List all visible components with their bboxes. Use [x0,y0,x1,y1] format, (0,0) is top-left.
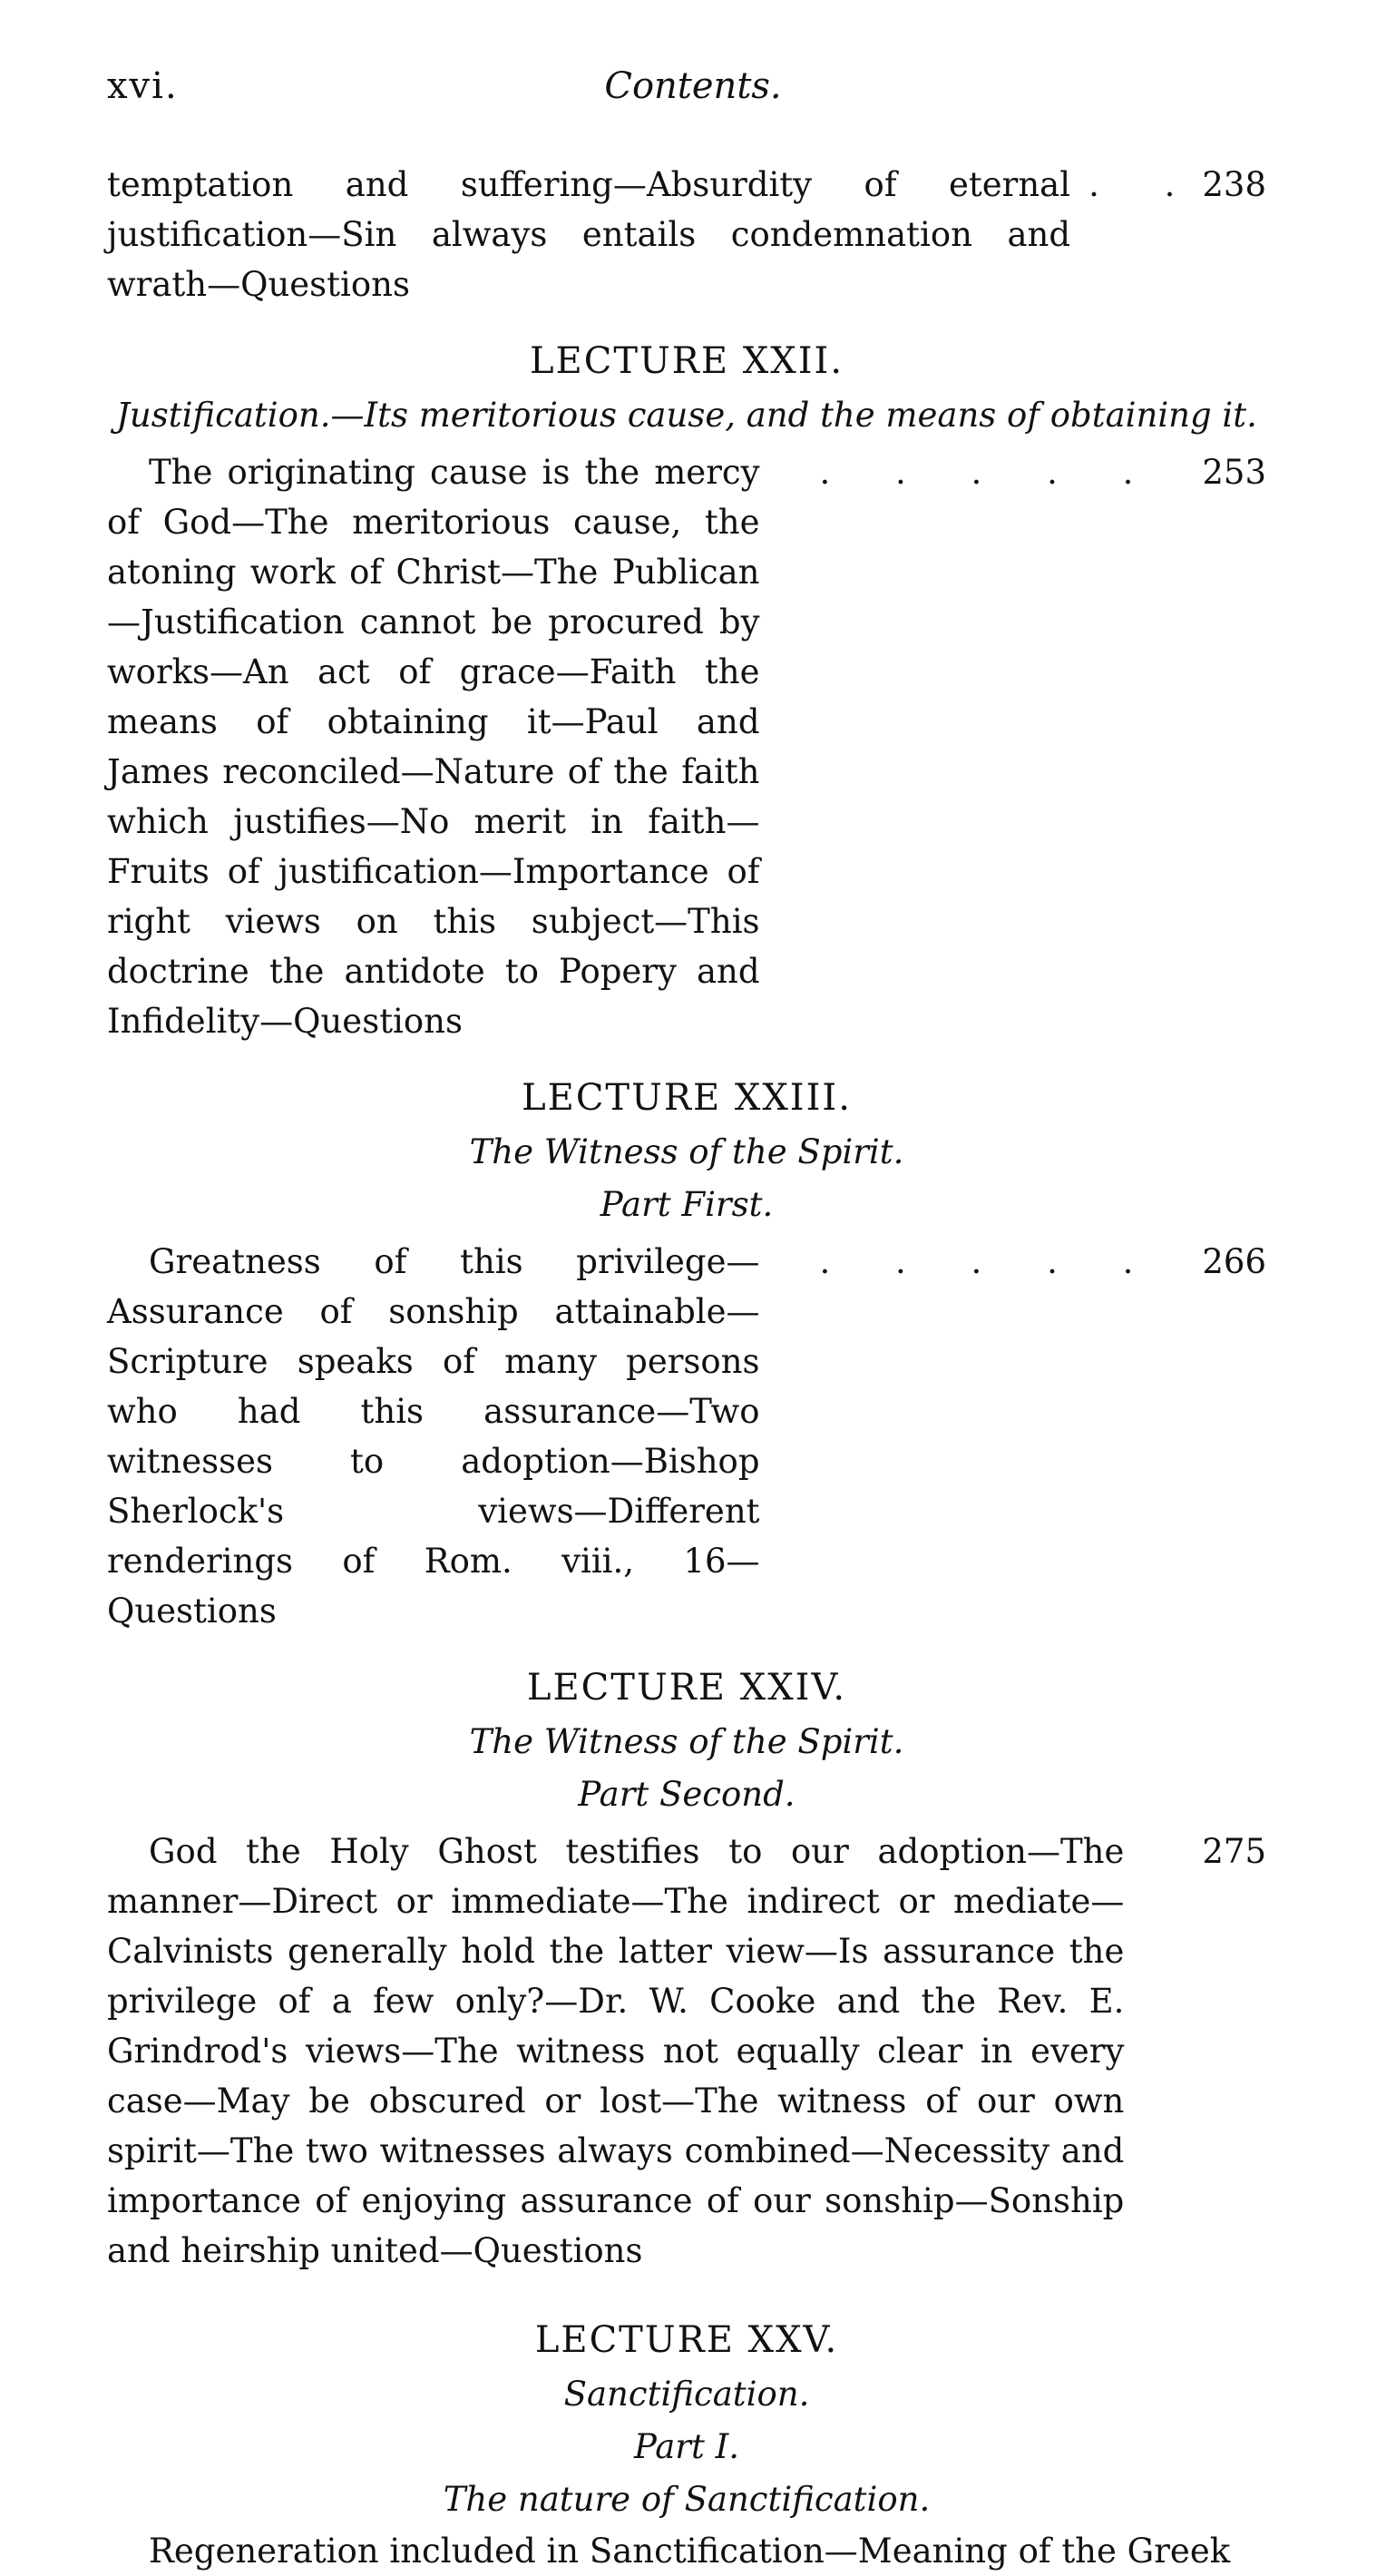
entry-summary: Regeneration included in Sanctification—Meaning of the Greek [149,2532,1231,2571]
entry-page-number: 266 [1202,1242,1266,1281]
toc-entry-continuation [107,160,1266,309]
entry-summary: Greatness of this privilege—Assurance of sonship attainable—Scripture speaks of many persons who had this assurance—Two witnesses to adoption—Bishop Sherlock's views—Different renderings of Rom. viii., 16—Questions [107,1242,760,1631]
lecture-subtitle: The Witness of the Spirit. [469,1722,904,1761]
lecture-part: Part Second. [578,1775,795,1814]
dot-leader: . . [1088,165,1203,204]
lecture-subtitle: Justification.—Its meritorious cause, and the means of obtaining it. [116,396,1257,435]
page-header [0,65,1386,129]
lecture-subtitle: The Witness of the Spirit. [469,1132,904,1171]
entry-summary: God the Holy Ghost testifies to our adoption—The manner—Direct or immediate—The indirect or mediate—Calvinists generally hold the latter view—Is assurance the privilege of a few only?—Dr. W. Cooke and the Rev. E. Grindrod's views—The witness not equally clear in every case—May be obscured or lost—The witness of our own spirit—The two witnesses always combined—Necessity and importance of enjoying assurance of our sonship—Sonship and heirship united—Questions [107,1832,1125,2270]
lecture-subtitle: Sanctification. [563,2375,810,2414]
toc-entry [107,1237,1266,1636]
entry-page-number: 275 [1202,1832,1266,1871]
toc-entry [107,447,1266,1046]
page-number: xvi. [107,65,179,107]
entry-page-number: 238 [1202,165,1266,204]
lecture-heading: LECTURE XXIV. [526,1667,847,1709]
lecture-heading: LECTURE XXIII. [522,1077,852,1119]
lecture-part: Part First. [600,1185,774,1224]
dot-leader: . . . . . [819,453,1161,492]
entry-summary: temptation and suffering—Absurdity of eternal justification—Sin always entails condemnation and wrath—Questions [107,165,1071,304]
entry-page-number: 253 [1202,453,1266,492]
lecture-heading: LECTURE XXV. [534,2319,839,2361]
dot-leader: . . . . . [819,1242,1161,1281]
contents-body [107,160,1266,2576]
toc-entry [107,1827,1266,2276]
running-title: Contents. [604,65,782,107]
lecture-heading: LECTURE XXII. [529,340,844,382]
lecture-part: Part I. [634,2427,739,2466]
lecture-part-title: The nature of Sanctification. [443,2480,931,2519]
entry-summary: The originating cause is the mercy of God—The meritorious cause, the atoning work of Christ—The Publican—Justification cannot be procured by works—An act of grace—Faith the means of obtaining it—Paul and James reconciled—Nature of the faith which justifies—No merit in faith—Fruits of justification—Importance of right views on this subject—This doctrine the antidote to Popery and Infidelity—Questions [107,453,760,1041]
